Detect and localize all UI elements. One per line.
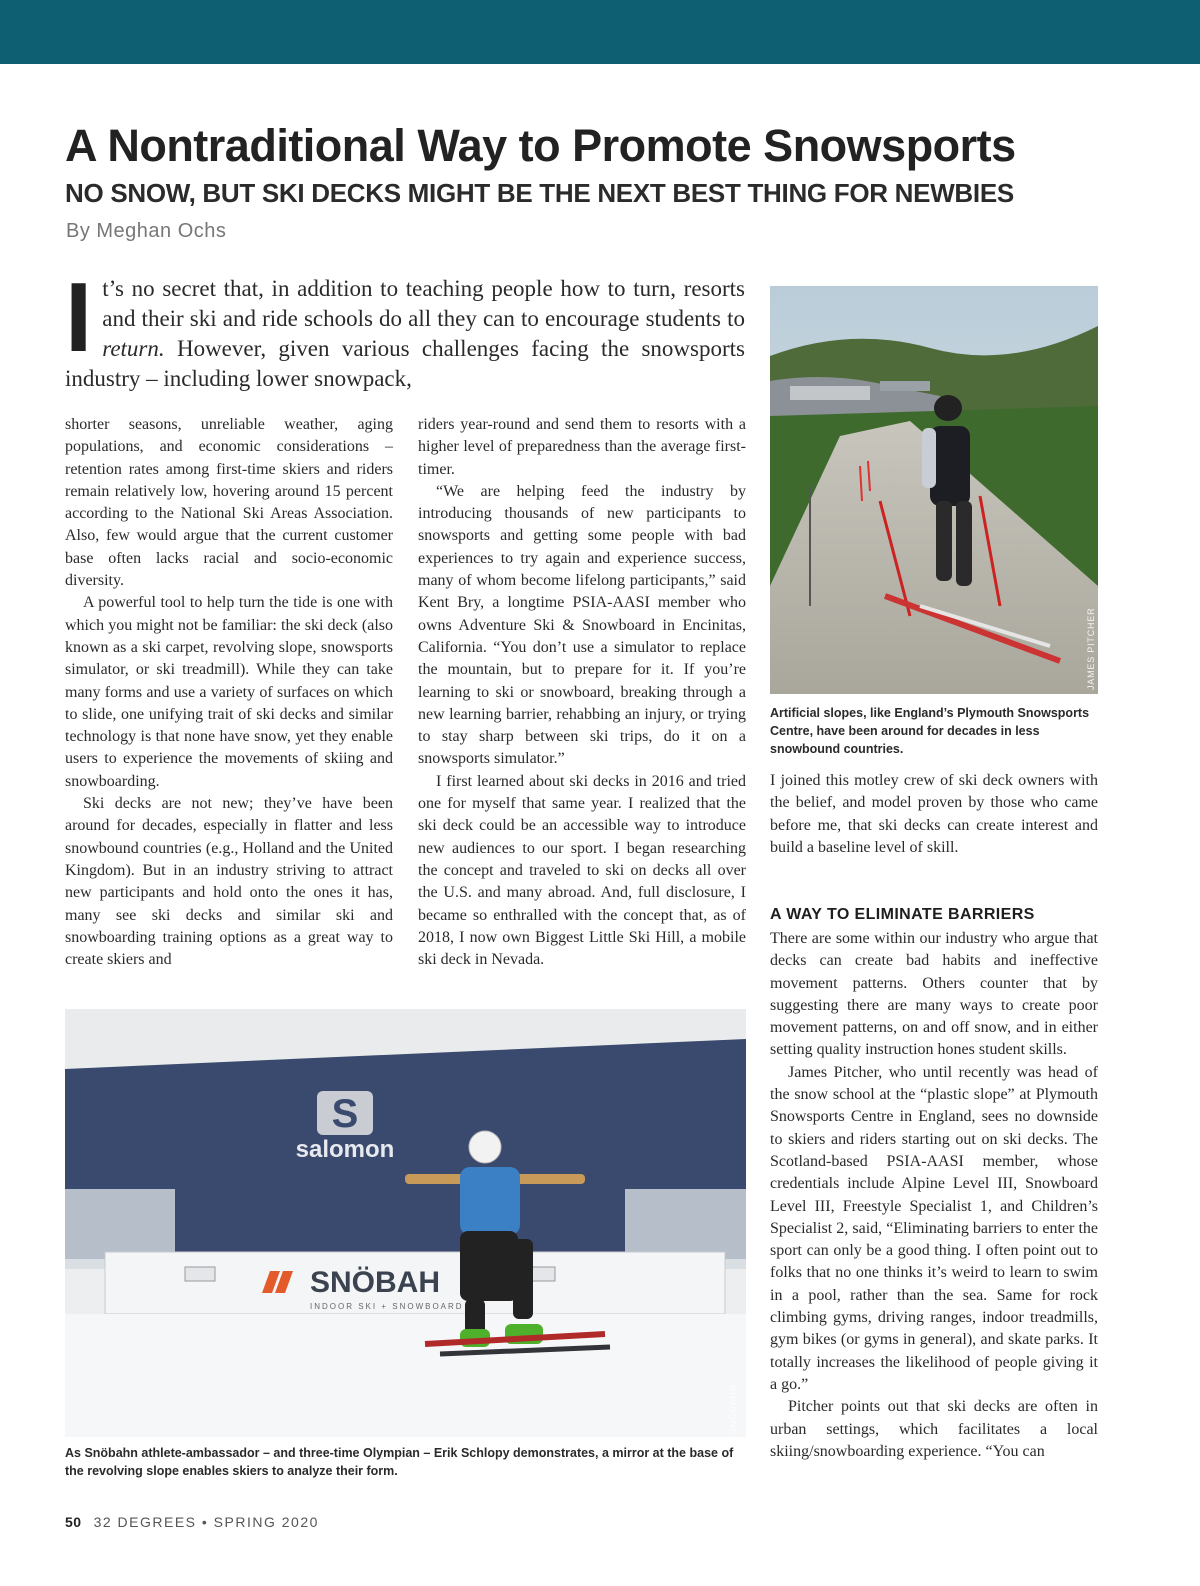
photo-plymouth-slope [770, 286, 1098, 694]
drop-cap: I [65, 262, 93, 372]
publication-name: 32 DEGREES • SPRING 2020 [93, 1514, 319, 1530]
body-column-3-top [770, 770, 1098, 859]
plymouth-slope-illustration [770, 286, 1098, 694]
intro-paragraph [65, 262, 745, 394]
body-paragraph: I joined this motley crew of ski deck owners with the belief, and model proven by those who came before me, that ski decks can create interest and build a baseline level of skill. [770, 772, 1098, 856]
photo-credit-snobahn: SNÖBAHN [728, 1383, 738, 1434]
page-footer [65, 1514, 319, 1530]
article-title: A Nontraditional Way to Promote Snowsports [65, 120, 1016, 171]
banner-brand-text: SNÖBAH [310, 1266, 441, 1299]
article-subtitle: NO SNOW, BUT SKI DECKS MIGHT BE THE NEXT BEST THING FOR NEWBIES [65, 178, 1014, 208]
section-heading: A WAY TO ELIMINATE BARRIERS [770, 906, 1035, 923]
body-paragraph: There are some within our industry who argue that decks can create bad habits and ineffective movement patterns. Others counter that by suggesting there are many ways to create poor movement patterns, on and off snow, and in either setting quality instruction hones student skills. [770, 930, 1098, 1059]
body-paragraph: Ski decks are not new; they’ve have been around for decades, especially in flatter and less snowbound countries (e.g., Holland and the United Kingdom). But in an industry striving to attract new participants and hold onto the ones it has, many see ski decks and similar ski and snowboarding training options as a great way to create skiers and [65, 795, 393, 969]
wall-brand-text: salomon [295, 1136, 395, 1163]
header-color-bar [0, 0, 1200, 64]
body-column-1 [65, 414, 393, 971]
svg-text:S: S [331, 1092, 359, 1136]
body-paragraph: James Pitcher, who until recently was head of the snow school at the “plastic slope” at Plymouth Snowsports Centre in England, sees no downside to skiers and riders starting out on ski decks. The Scotland-based PSIA-AASI member, whose credentials include Alpine Level III, Snowboard Level III, Freestyle Specialist 1, and Children’s Specialist 2, said, “Eliminating barriers to enter the sport can only be a good thing. I often point out to folks that no one thinks it’s weird to learn to swim in a pool, rather than the sea. Same for rock climbing gyms, driving ranges, indoor treadmills, gym bikes (or gyms in general), and skate parks. It totally increases the likelihood of people giving it a go.” [770, 1063, 1098, 1393]
body-column-3 [770, 904, 1098, 1463]
body-paragraph: shorter seasons, unreliable weather, aging populations, and economic considerations – retention rates among first-time skiers and riders remain relatively low, hovering around 15 percent according to the National Ski Areas Association. Also, few would argue that the current customer base often lacks racial and socio-economic diversity. [65, 416, 393, 590]
photo-credit-pitcher: JAMES PITCHER [1086, 607, 1096, 690]
body-column-2 [418, 414, 746, 971]
body-paragraph: I first learned about ski decks in 2016 and tried one for myself that same year. I realized that the ski deck could be an accessible way to introduce new audiences to our sport. I began researching the concept and traveled to ski on decks all over the U.S. and many abroad. And, full disclosure, I became so enthralled with the concept that, as of 2018, I now own Biggest Little Ski Hill, a mobile ski deck in Nevada. [418, 772, 746, 969]
body-paragraph: riders year-round and send them to resorts with a higher level of preparedness than the average first-timer. [418, 416, 746, 478]
page-number: 50 [65, 1514, 82, 1530]
snobahn-indoor-illustration [65, 1009, 746, 1437]
photo-caption-plymouth: Artificial slopes, like England’s Plymouth Snowsports Centre, have been around for decades in less snowbound countries. [770, 706, 1090, 756]
intro-text-before: t’s no secret that, in addition to teaching people how to turn, resorts and their ski and ride schools do all they can to encourage students to [102, 276, 745, 331]
photo-caption-snobahn: As Snöbahn athlete-ambassador – and three-time Olympian – Erik Schlopy demonstrates, a mirror at the base of the revolving slope enables skiers to analyze their form. [65, 1446, 734, 1478]
banner-tagline-text: INDOOR SKI + SNOWBOARD [310, 1302, 464, 1311]
article-byline: By Meghan Ochs [66, 220, 227, 242]
body-paragraph: Pitcher points out that ski decks are often in urban settings, which facilitates a local skiing/snowboarding experience. “You can [770, 1398, 1098, 1460]
intro-emphasis: return. [102, 336, 165, 361]
body-paragraph: “We are helping feed the industry by introducing thousands of new participants to snowsports and getting some people with bad experiences to try again and experience success, many of whom become lifelong participants,” said Kent Bry, a longtime PSIA-AASI member who owns Adventure Ski & Snowboard in Encinitas, California. “You don’t use a simulator to replace the mountain, but to prepare for it. If you’re learning to ski or snowboard, breaking through a new learning barrier, rehabbing an injury, or trying to stay sharp between ski trips, do it on a snowsports simulator.” [418, 482, 746, 768]
intro-text-after: However, given various challenges facing the snowsports industry – including lower snowpack, [65, 336, 745, 391]
photo-snobahn-indoor [65, 1009, 746, 1437]
body-paragraph: A powerful tool to help turn the tide is one with which you might not be familiar: the ski deck (also known as a ski carpet, revolving slope, snowsports simulator, or ski treadmill). While they can take many forms and use a variety of surfaces on which to slide, one unifying trait of ski decks and similar technology is that none have snow, yet they enable users to experience the movements of skiing and snowboarding. [65, 594, 393, 790]
